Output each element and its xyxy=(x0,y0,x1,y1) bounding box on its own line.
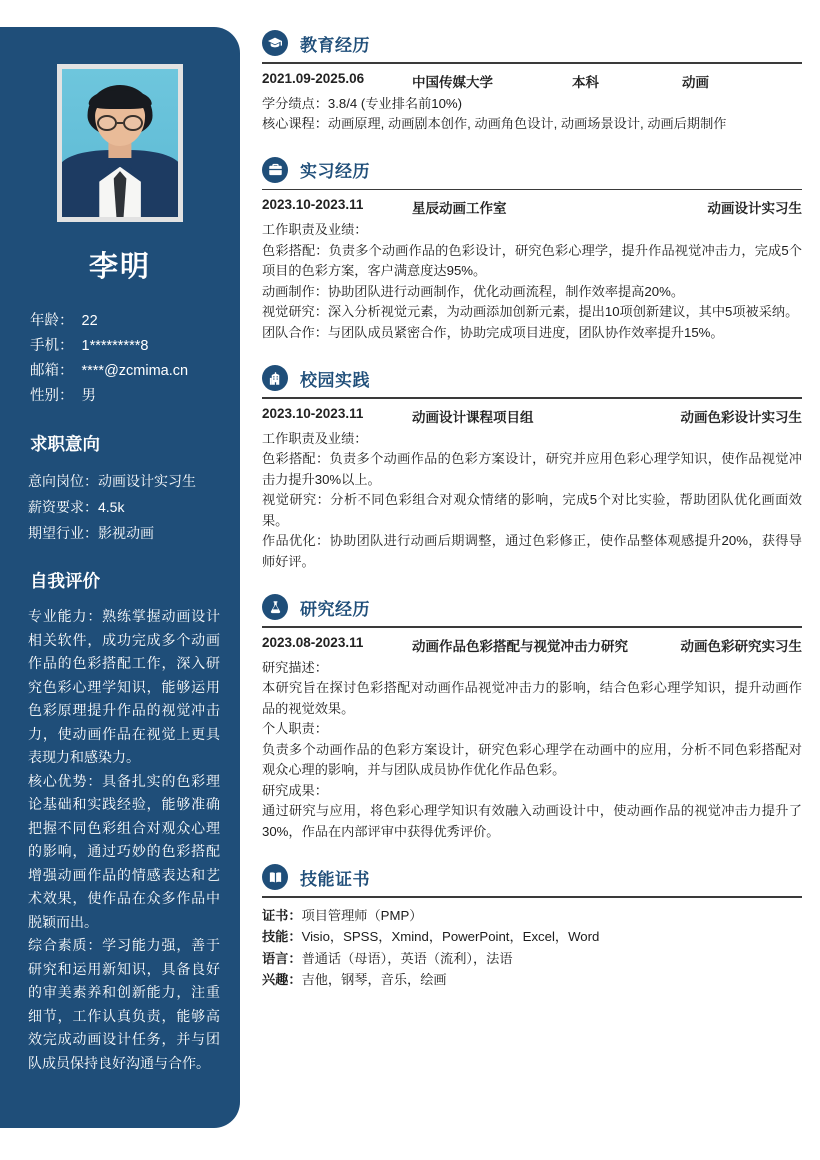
job-intent-list xyxy=(28,468,224,546)
skills-value-languages: 普通话（母语），英语（流利），法语 xyxy=(301,950,513,966)
section-divider xyxy=(262,62,802,64)
job-intent-row-industry xyxy=(28,520,224,546)
campus-entry-header xyxy=(262,406,802,426)
skills-row-interests xyxy=(262,969,802,991)
section-header-skills xyxy=(262,864,802,896)
section-divider xyxy=(262,626,802,628)
research-date: 2023.08-2023.11 xyxy=(262,634,364,650)
campus-line: 视觉研究：分析不同色彩组合对观众情绪的影响，完成5个对比实验，帮助团队优化画面效果。 xyxy=(262,492,802,528)
self-evaluation-paragraph: 核心优势：具备扎实的色彩理论基础和实践经验，能够准确把握不同色彩组合对观众心理的影响，通过巧妙的色彩搭配增强动画作品的情感表达和艺术效果，使作品在众多作品中脱颖而出。 xyxy=(28,772,220,930)
campus-org: 动画设计课程项目组 xyxy=(412,409,534,425)
contact-list xyxy=(30,309,224,409)
contact-value-phone: 1*********8 xyxy=(81,338,149,354)
job-intent-value-position: 动画设计实习生 xyxy=(98,473,196,489)
job-intent-value-salary: 4.5k xyxy=(98,499,125,515)
education-date: 2021.09-2025.06 xyxy=(262,70,365,86)
research-line: 个人职责： xyxy=(262,721,328,736)
skills-label-certificate: 证书： xyxy=(262,907,302,923)
self-evaluation-paragraph: 综合素质：学习能力强，善于研究和运用新知识，具备良好的审美素养和创新能力，注重细节，工作认真负责，能够高效完成动画设计任务，并与团队成员保持良好沟通与合作。 xyxy=(28,937,220,1071)
research-line: 通过研究与应用，将色彩心理学知识有效融入动画设计中，使动画作品的视觉冲击力提升了30%，作品在内部评审中获得优秀评价。 xyxy=(262,803,802,839)
sidebar xyxy=(0,27,240,1128)
skills-value-interests: 吉他，钢琴，音乐，绘画 xyxy=(301,972,447,987)
research-entry-header xyxy=(262,635,802,655)
section-divider xyxy=(262,896,802,898)
skills-row-skills xyxy=(262,926,802,948)
section-title-internship: 实习经历 xyxy=(300,162,370,181)
section-title-campus-practice: 校园实践 xyxy=(300,370,370,390)
education-degree: 本科 xyxy=(572,74,599,90)
portrait-photo xyxy=(62,69,178,217)
candidate-name: 李明 xyxy=(88,251,151,283)
contact-row-age xyxy=(30,309,224,334)
job-intent-label-industry: 期望行业： xyxy=(28,525,98,541)
contact-label-age: 年龄： xyxy=(30,313,74,329)
internship-line: 工作职责及业绩： xyxy=(262,222,368,237)
research-line: 本研究旨在探讨色彩搭配对动画作品视觉冲击力的影响，结合色彩心理学知识，提升动画作品的视觉效果。 xyxy=(262,680,802,716)
skills-row-languages xyxy=(262,948,802,970)
self-evaluation-title: 自我评价 xyxy=(30,571,100,591)
skills-label-languages: 语言： xyxy=(262,950,302,966)
skills-label-interests: 兴趣： xyxy=(262,972,302,987)
contact-value-gender: 男 xyxy=(81,388,96,404)
research-project: 动画作品色彩搭配与视觉冲击力研究 xyxy=(412,638,628,654)
skills-value-certificate: 项目管理师（PMP） xyxy=(301,907,423,923)
section-header-education xyxy=(262,30,802,62)
research-line: 负责多个动画作品的色彩方案设计，研究色彩心理学在动画中的应用，分析不同色彩搭配对观众心理的影响，并与团队成员协作优化作品色彩。 xyxy=(262,741,802,777)
education-major: 动画 xyxy=(682,74,709,90)
contact-value-age: 22 xyxy=(81,313,98,329)
contact-row-gender xyxy=(30,384,224,409)
job-intent-row-position xyxy=(28,468,224,494)
contact-row-email xyxy=(30,359,224,384)
campus-line: 作品优化：协助团队进行动画后期调整，通过色彩修正，使作品整体观感提升20%，获得导师好评。 xyxy=(262,533,802,569)
section-title-skills: 技能证书 xyxy=(300,869,370,889)
open-book-icon xyxy=(262,864,288,890)
education-entry-header xyxy=(262,71,802,91)
self-evaluation-paragraph: 专业能力：熟练掌握动画设计相关软件，成功完成多个动画作品的色彩搭配工作，深入研究色彩心理学知识，能够运用色彩原理提升作品的视觉冲击力，使动画作品在视觉上更具表现力和感染力。 xyxy=(28,608,220,765)
section-header-research xyxy=(262,594,802,626)
campus-role: 动画色彩设计实习生 xyxy=(680,409,802,425)
research-role: 动画色彩研究实习生 xyxy=(680,638,802,654)
contact-label-email: 邮箱： xyxy=(30,363,74,379)
skills-row-certificate xyxy=(262,905,802,927)
section-title-education: 教育经历 xyxy=(300,35,370,55)
research-line: 研究描述： xyxy=(262,659,328,675)
self-evaluation-body xyxy=(28,605,224,1075)
section-title-research: 研究经历 xyxy=(300,599,370,619)
skills-value-skills: Visio，SPSS，Xmind，PowerPoint，Excel，Word xyxy=(301,929,600,944)
internship-company: 星辰动画工作室 xyxy=(412,201,507,216)
flask-icon xyxy=(262,594,288,620)
section-skills-certificates xyxy=(262,864,802,991)
job-intent-value-industry: 影视动画 xyxy=(98,525,154,541)
section-education xyxy=(262,30,802,135)
job-intent-label-salary: 薪资要求： xyxy=(28,499,98,515)
section-internship xyxy=(262,157,802,344)
school-building-icon xyxy=(262,365,288,391)
section-divider xyxy=(262,397,802,399)
section-campus-practice xyxy=(262,365,802,572)
section-research xyxy=(262,594,802,842)
job-intent-title: 求职意向 xyxy=(30,434,100,454)
contact-label-phone: 手机： xyxy=(30,338,74,354)
contact-label-gender: 性别： xyxy=(30,388,74,404)
internship-date: 2023.10-2023.11 xyxy=(262,197,364,212)
section-divider xyxy=(262,189,802,191)
contact-value-email: ****@zcmima.cn xyxy=(81,363,189,379)
job-intent-row-salary xyxy=(28,494,224,520)
section-header-campus-practice xyxy=(262,365,802,397)
campus-line: 工作职责及业绩： xyxy=(262,430,368,446)
education-courses-line: 核心课程：动画原理, 动画剧本创作, 动画角色设计, 动画场景设计, 动画后期制作 xyxy=(262,116,727,131)
campus-line: 色彩搭配：负责多个动画作品的色彩方案设计，研究并应用色彩心理学知识，使作品视觉冲击力提升30%以上。 xyxy=(262,451,802,487)
section-header-internship xyxy=(262,157,802,189)
skills-label-skills: 技能： xyxy=(262,929,302,944)
avatar xyxy=(57,64,183,222)
internship-line: 动画制作：协助团队进行动画制作，优化动画流程，制作效率提高20%。 xyxy=(262,283,685,299)
graduation-cap-icon xyxy=(262,30,288,56)
internship-entry-header xyxy=(262,197,802,217)
research-line: 研究成果： xyxy=(262,782,328,798)
job-intent-label-position: 意向岗位： xyxy=(28,473,98,489)
internship-line: 团队合作：与团队成员紧密合作，协助完成项目进度，团队协作效率提升15%。 xyxy=(262,324,724,340)
briefcase-icon xyxy=(262,157,288,183)
campus-date: 2023.10-2023.11 xyxy=(262,405,364,421)
main-content xyxy=(262,30,802,995)
education-gpa-line: 学分绩点：3.8/4 (专业排名前10%) xyxy=(262,95,463,111)
internship-line: 色彩搭配：负责多个动画作品的色彩设计，研究色彩心理学，提升作品视觉冲击力，完成5个项目的色彩方案，客户满意度达95%。 xyxy=(262,242,802,278)
contact-row-phone xyxy=(30,334,224,359)
internship-line: 视觉研究：深入分析视觉元素，为动画添加创新元素，提出10项创新建议，其中5项被采纳。 xyxy=(262,304,799,319)
internship-role: 动画设计实习生 xyxy=(707,201,802,216)
education-school: 中国传媒大学 xyxy=(412,74,493,90)
